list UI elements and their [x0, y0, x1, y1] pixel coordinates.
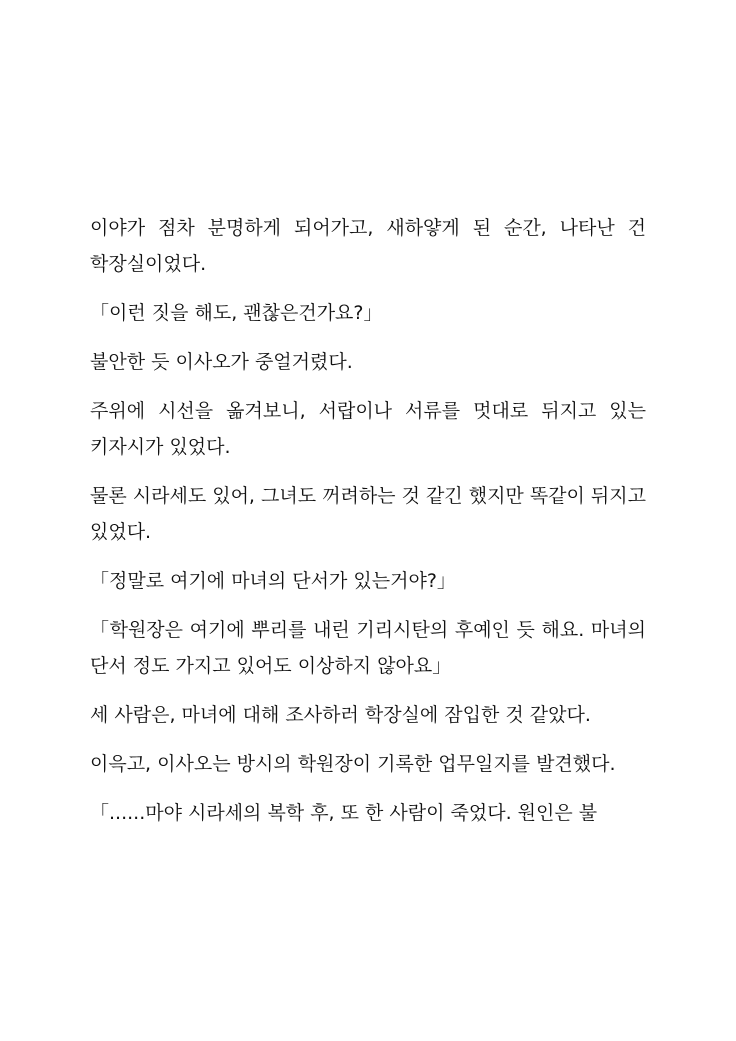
paragraph: 「이런 짓을 해도, 괜찮은건가요?」 [90, 302, 383, 324]
paragraph: 불안한 듯 이사오가 중얼거렸다. [90, 351, 353, 373]
paragraph: 세 사람은, 마녀에 대해 조사하러 학장실에 잠입한 것 같았다. [90, 704, 591, 726]
paragraph: 「정말로 여기에 마녀의 단서가 있는거야?」 [90, 570, 456, 592]
paragraph: 주위에 시선을 옮겨보니, 서랍이나 서류를 멋대로 뒤지고 있는 키자시가 있었다. [90, 400, 646, 458]
paragraph: 물론 시라세도 있어, 그녀도 꺼려하는 것 같긴 했지만 똑같이 뒤지고 있었다. [90, 485, 646, 543]
paragraph: 「학원장은 여기에 뿌리를 내린 기리시탄의 후예인 듯 해요. 마녀의 단서 정도 가지고 있어도 이상하지 않아요」 [90, 619, 646, 677]
paragraph: 이윽고, 이사오는 방시의 학원장이 기록한 업무일지를 발견했다. [90, 753, 616, 775]
paragraph: 「......마야 시라세의 복학 후, 또 한 사람이 죽었다. 원인은 불 [90, 802, 598, 824]
paragraph: 이야가 점차 분명하게 되어가고, 새하얗게 된 순간, 나타난 건 학장실이었다. [90, 217, 646, 275]
body-text [90, 210, 646, 844]
